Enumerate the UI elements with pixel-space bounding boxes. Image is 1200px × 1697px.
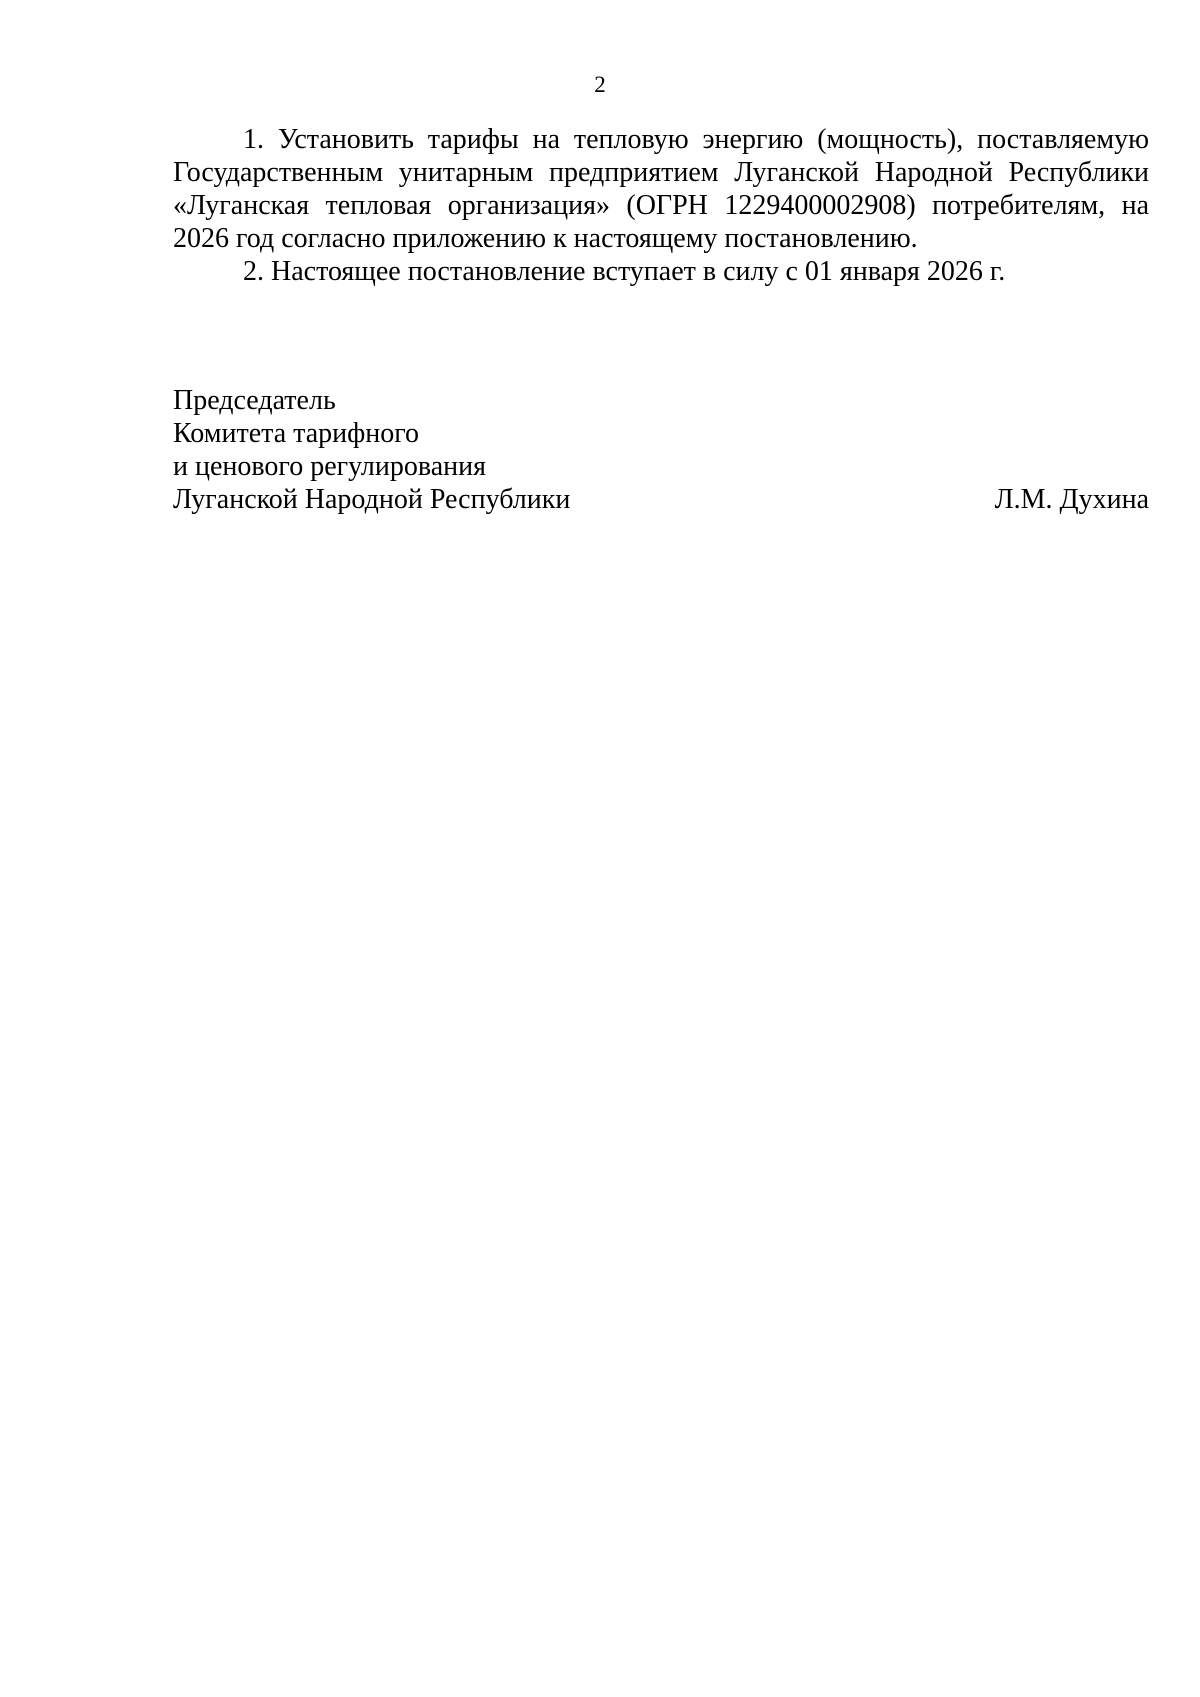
signature-last-row [173, 483, 1149, 516]
page-number: 2 [594, 72, 606, 97]
signatory-position-line-3: и ценового регулирования [173, 451, 486, 482]
resolution-body [173, 123, 1149, 288]
paragraph-2: 2. Настоящее постановление вступает в силу с 01 января 2026 г. [243, 256, 1006, 287]
signatory-name: Л.М. Духина [994, 484, 1149, 515]
signature-block [173, 384, 1149, 516]
signatory-position-line-4: Луганской Народной Республики [173, 484, 571, 515]
paragraph-1: 1. Установить тарифы на тепловую энергию (мощность), поставляемую Государственным унитарным предприятием Луганской Народной Республики «Луганская тепловая организация» (ОГРН 1229400002908) потребителям, на 2026 год согласно приложению к настоящему постановлению. [173, 124, 1149, 254]
signatory-position-line-1: Председатель [173, 385, 336, 416]
signatory-position-line-2: Комитета тарифного [173, 418, 420, 449]
